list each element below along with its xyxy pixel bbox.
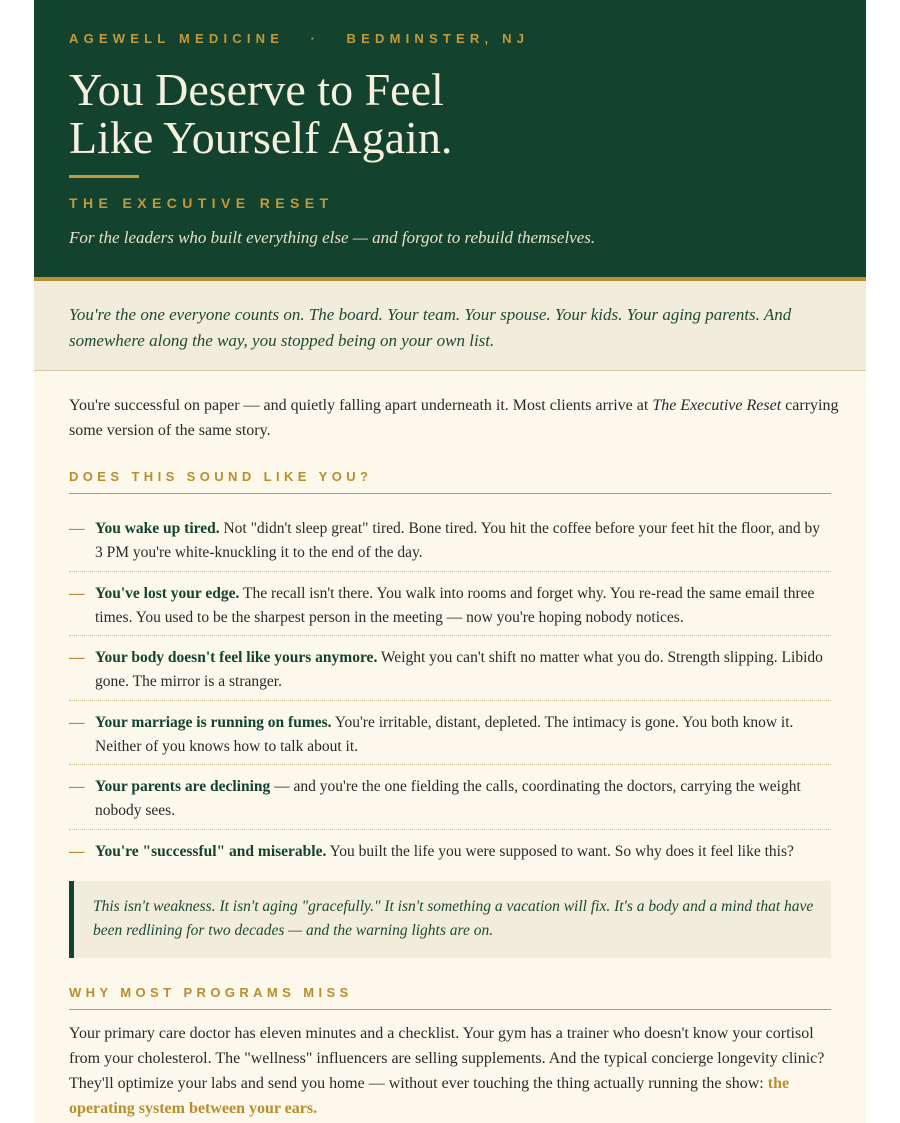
programs-heading: WHY MOST PROGRAMS MISS [69,985,831,1010]
programs-paragraph [69,1021,839,1121]
symptom-item [69,636,831,701]
dash-marker: — [69,584,85,602]
symptoms-heading: DOES THIS SOUND LIKE YOU? [69,469,831,494]
gold-divider [69,175,139,178]
symptom-lead: You wake up tired. [95,520,220,537]
headline-line-2: Like Yourself Again. [69,112,453,163]
symptom-lead: Your body doesn't feel like yours anymore. [95,649,378,666]
symptom-lead: You've lost your edge. [95,584,240,602]
symptom-text: Not "didn't sleep great" tired. Bone tired. You hit the coffee before your feet hit the floor, and by 3 PM you're white-knuckling it to the end of the day. [95,520,820,561]
intro-band [34,281,866,371]
dash-marker: — [69,649,85,666]
lead-text-before: You're successful on paper — and quietly falling apart underneath it. Most clients arrive at [69,397,653,414]
symptom-item [69,507,831,572]
symptom-text: — and you're the one fielding the calls, coordinating the doctors, carrying the weight nobody sees. [95,778,801,819]
symptom-lead: You're "successful" and miserable. [95,842,327,860]
symptom-text: You're irritable, distant, depleted. The intimacy is gone. You both know it. Neither of you knows how to talk about it. [95,713,794,755]
symptom-text: The recall isn't there. You walk into rooms and forget why. You re-read the same email three times. You used to be the sharpest person in the meeting — now you're hoping nobody notices. [95,584,815,626]
program-name: THE EXECUTIVE RESET [69,195,334,211]
page-headline [69,66,452,162]
intro-text: You're the one everyone counts on. The board. Your team. Your spouse. Your kids. Your aging parents. And somewhere along the way, you stopped being on your own list. [69,305,792,350]
programs-highlight: the operating system between your ears. [69,1075,790,1117]
hero-header [34,0,866,281]
clinic-eyebrow: AGEWELL MEDICINE · BEDMINSTER, NJ [69,31,530,46]
symptom-lead: Your marriage is running on fumes. [95,713,332,731]
callout-quote [69,881,831,958]
symptom-text: Weight you can't shift no matter what you do. Strength slipping. Libido gone. The mirror is a stranger. [95,649,823,690]
symptom-item [69,572,831,637]
symptom-text: You built the life you were supposed to want. So why does it feel like this? [326,842,794,860]
dash-marker: — [69,842,85,860]
lead-program-name: The Executive Reset [652,397,782,414]
page [34,0,866,1123]
programs-text: Your primary care doctor has eleven minutes and a checklist. Your gym has a trainer who doesn't know your cortisol from your cholesterol. The "wellness" influencers are selling supplements. And the typical concierge longevity clinic? They'll optimize your labs and send you home — without ever touching the thing actually running the show: [69,1025,825,1092]
callout-text: This isn't weakness. It isn't aging "gracefully." It isn't something a vacation will fix. It's a body and a mind that have been redlining for two decades — and the warning lights are on. [93,898,814,939]
symptom-list [69,507,831,894]
symptom-lead: Your parents are declining [95,778,271,795]
lead-paragraph [69,393,839,443]
lead-text-after: carrying some version of the same story. [69,397,839,439]
symptom-item [69,765,831,830]
dash-marker: — [69,778,85,795]
symptom-item [69,701,831,766]
dash-marker: — [69,713,85,731]
dash-marker: — [69,520,85,537]
program-tagline: For the leaders who built everything else — and forgot to rebuild themselves. [69,228,596,247]
headline-line-1: You Deserve to Feel [69,64,444,115]
